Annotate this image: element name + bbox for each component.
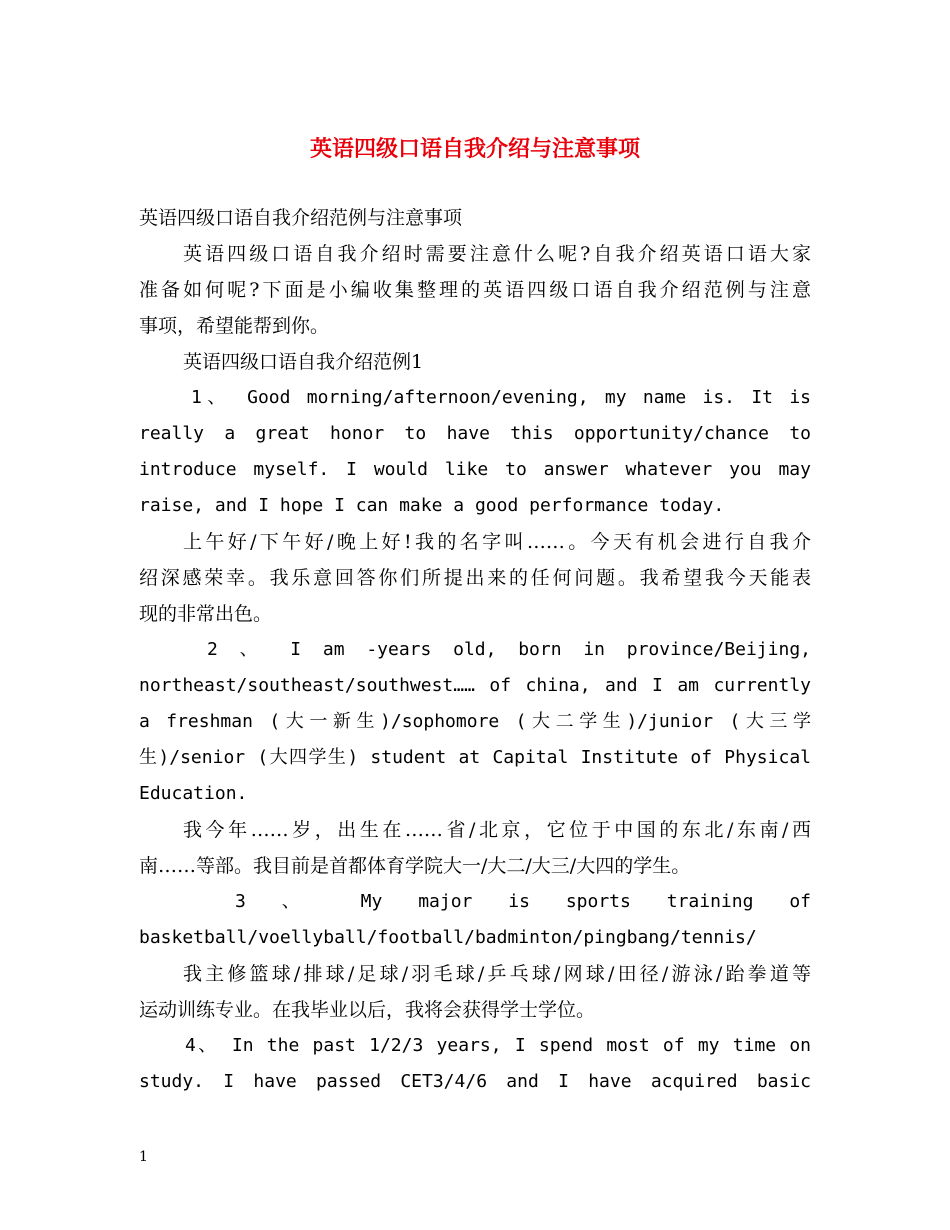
paragraph-2-chinese	[139, 812, 811, 884]
document-title: 英语四级口语自我介绍与注意事项	[309, 137, 640, 162]
paragraph-line: 我今年……岁，出生在……省/北京，它位于中国的东北/东南/西	[183, 819, 811, 841]
paragraph-line: 4、 In the past 1/2/3 years, I spend most of my time on	[185, 1035, 811, 1056]
paragraph-4-english	[139, 1028, 811, 1100]
paragraph-line: 上午好/下午好/晚上好!我的名字叫……。今天有机会进行自我介	[183, 531, 811, 553]
intro-line: 英语四级口语自我介绍时需要注意什么呢?自我介绍英语口语大家	[183, 243, 811, 265]
paragraph-3-chinese	[139, 956, 811, 1028]
intro-paragraph	[139, 236, 811, 344]
intro-line: 准备如何呢?下面是小编收集整理的英语四级口语自我介绍范例与注意	[139, 279, 811, 301]
paragraph-line: raise, and I hope I can make a good performance today.	[139, 495, 725, 516]
paragraph-line: 我主修篮球/排球/足球/羽毛球/乒乓球/网球/田径/游泳/跆拳道等	[183, 963, 811, 985]
paragraph-1-english	[139, 380, 811, 524]
paragraph-line: really a great honor to have this opportunity/chance to	[139, 423, 811, 444]
paragraph-line: 运动训练专业。在我毕业以后，我将会获得学士学位。	[139, 999, 596, 1021]
paragraph-line: 2 、 I am -years old, born in province/Beijing,	[207, 639, 811, 660]
paragraph-3-english	[139, 884, 811, 956]
paragraph-line: introduce myself. I would like to answer whatever you may	[139, 459, 811, 480]
paragraph-line: 1、 Good morning/afternoon/evening, my name is. It is	[191, 387, 811, 408]
paragraph-line: 南……等部。我目前是首都体育学院大一/大二/大三/大四的学生。	[139, 855, 691, 877]
subtitle: 英语四级口语自我介绍范例与注意事项	[139, 207, 463, 229]
paragraph-1-chinese	[139, 524, 811, 632]
intro-line: 事项，希望能帮到你。	[139, 315, 330, 337]
paragraph-line: northeast/southeast/southwest…… of china, and I am currently	[139, 675, 811, 696]
paragraph-line: study. I have passed CET3/4/6 and I have acquired basic	[139, 1071, 811, 1092]
paragraph-line: 3 、 My major is sports training of	[235, 891, 811, 912]
example-heading: 英语四级口语自我介绍范例1	[183, 351, 424, 373]
paragraph-line: basketball/voellyball/football/badminton/pingbang/tennis/	[139, 927, 757, 948]
paragraph-line: 现的非常出色。	[139, 603, 273, 625]
paragraph-line: 生)/senior (大四学生) student at Capital Institute of Physical	[139, 747, 811, 768]
page-number: 1	[139, 1149, 148, 1165]
paragraph-2-english	[139, 632, 811, 812]
paragraph-line: Education.	[139, 783, 248, 804]
paragraph-line: 绍深感荣幸。我乐意回答你们所提出来的任何问题。我希望我今天能表	[139, 567, 811, 589]
paragraph-line: a freshman (大一新生)/sophomore (大二学生)/junior (大三学	[139, 711, 811, 732]
